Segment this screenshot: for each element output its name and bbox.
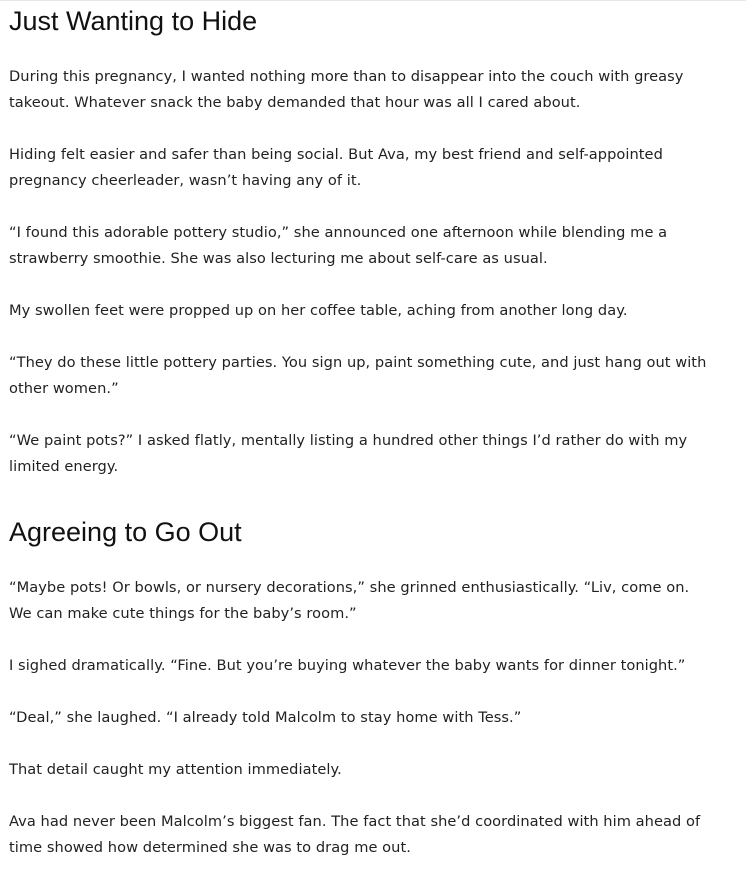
paragraph: “We paint pots?” I asked flatly, mentally listing a hundred other things I’d rather do with my limited energy. [9, 432, 688, 475]
paragraph: “Maybe pots! Or bowls, or nursery decorations,” she grinned enthusiastically. “Liv, come on. We can make cute things for the baby’s room.” [9, 579, 690, 622]
paragraph: “I found this adorable pottery studio,” she announced one afternoon while blending me a strawberry smoothie. She was also lecturing me about self-care as usual. [9, 224, 668, 267]
paragraph: That detail caught my attention immediately. [9, 761, 342, 778]
paragraph: “They do these little pottery parties. You sign up, paint something cute, and just hang out with other women.” [9, 354, 707, 397]
paragraph: Hiding felt easier and safer than being social. But Ava, my best friend and self-appointed pregnancy cheerleader, wasn’t having any of it. [9, 146, 663, 189]
paragraph: During this pregnancy, I wanted nothing more than to disappear into the couch with greasy takeout. Whatever snack the baby demanded that hour was all I cared about. [9, 68, 684, 111]
section-heading: Agreeing to Go Out [9, 517, 242, 547]
paragraph: My swollen feet were propped up on her coffee table, aching from another long day. [9, 302, 628, 319]
paragraph: “Deal,” she laughed. “I already told Malcolm to stay home with Tess.” [9, 709, 522, 726]
paragraph: I sighed dramatically. “Fine. But you’re buying whatever the baby wants for dinner tonight.” [9, 657, 686, 674]
article-body [9, 1, 709, 861]
section-heading: Just Wanting to Hide [9, 6, 258, 36]
paragraph: Ava had never been Malcolm’s biggest fan. The fact that she’d coordinated with him ahead of time showed how determined she was to drag me out. [9, 813, 701, 856]
